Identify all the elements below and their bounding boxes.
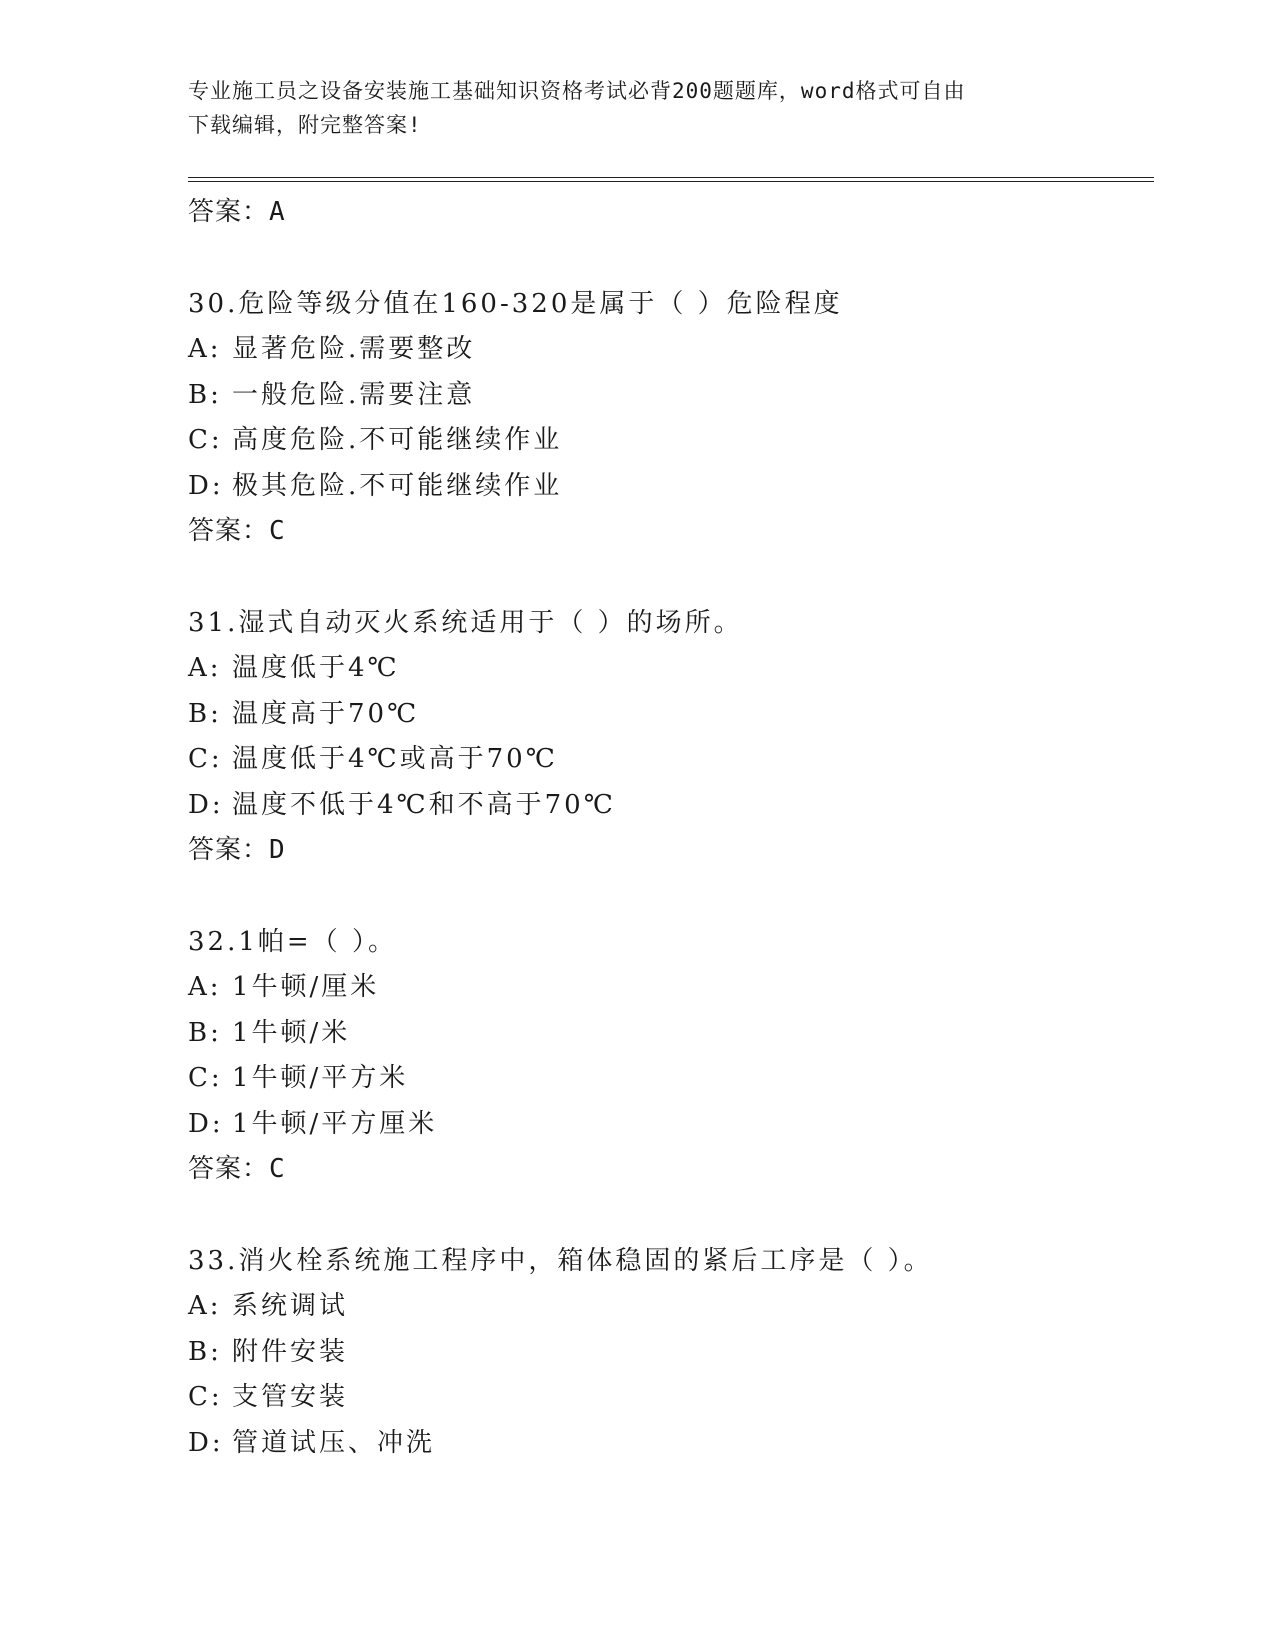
option-label: C:: [188, 744, 223, 774]
question-stem: 32.1帕=（ ）。: [188, 926, 397, 957]
option-text: 温度低于4℃: [232, 653, 400, 683]
question-stem: 33.消火栓系统施工程序中，箱体稳固的紧后工序是（ ）。: [188, 1245, 933, 1276]
option-label: A:: [188, 653, 222, 683]
option-label: B:: [188, 379, 222, 410]
option-label: B:: [188, 698, 222, 729]
option-text: 管道试压、冲洗: [232, 1427, 436, 1458]
option-d: [188, 1102, 1148, 1148]
spacer: [188, 555, 1148, 601]
header-line-1: 专业施工员之设备安装施工基础知识资格考试必背200题题库，word格式可自由: [188, 79, 966, 103]
header-divider-bottom: [188, 181, 1154, 182]
spacer: [188, 1193, 1148, 1239]
option-text: 系统调试: [232, 1291, 349, 1321]
option-label: D:: [188, 1427, 224, 1458]
header-line-2: 下载编辑，附完整答案!: [188, 113, 422, 137]
option-label: C:: [188, 425, 223, 455]
answer-line: 答案：C: [188, 516, 286, 546]
option-c: [188, 1056, 1148, 1102]
answer-line: 答案：A: [188, 197, 286, 227]
option-label: B:: [188, 1017, 222, 1048]
option-text: 附件安装: [232, 1336, 349, 1367]
option-label: A:: [188, 972, 222, 1002]
option-b: [188, 1330, 1148, 1376]
header-divider-top: [188, 177, 1154, 178]
option-label: D:: [188, 470, 224, 501]
document-header: [188, 74, 1088, 142]
option-a: [188, 965, 1148, 1011]
spacer: [188, 874, 1148, 920]
option-text: 温度低于4℃或高于70℃: [232, 744, 558, 774]
question-stem: 30.危险等级分值在160-320是属于（ ）危险程度: [188, 288, 843, 319]
option-label: B:: [188, 1336, 222, 1367]
option-label: D:: [188, 1108, 224, 1139]
option-text: 一般危险.需要注意: [232, 379, 476, 410]
option-b: [188, 692, 1148, 738]
answer-line: 答案：C: [188, 1154, 286, 1184]
option-d: [188, 1421, 1148, 1467]
option-text: 1牛顿/米: [232, 1017, 351, 1048]
question-32: [188, 920, 1148, 1193]
question-33: [188, 1239, 1148, 1467]
option-label: D:: [188, 789, 224, 820]
question-stem: 31.湿式自动灭火系统适用于（ ）的场所。: [188, 607, 743, 638]
option-d: [188, 783, 1148, 829]
option-label: A:: [188, 334, 222, 364]
question-30: [188, 282, 1148, 555]
answer-line: 答案：D: [188, 835, 286, 865]
option-a: [188, 327, 1148, 373]
option-a: [188, 1284, 1148, 1330]
question-31: [188, 601, 1148, 874]
option-d: [188, 464, 1148, 510]
option-text: 高度危险.不可能继续作业: [232, 425, 563, 455]
option-c: [188, 418, 1148, 464]
option-label: A:: [188, 1291, 222, 1321]
option-c: [188, 1375, 1148, 1421]
option-text: 温度不低于4℃和不高于70℃: [232, 789, 616, 820]
option-text: 1牛顿/平方厘米: [232, 1108, 438, 1139]
option-text: 支管安装: [232, 1382, 349, 1412]
option-text: 1牛顿/厘米: [232, 972, 380, 1002]
option-label: C:: [188, 1063, 223, 1093]
option-c: [188, 737, 1148, 783]
question-list: [188, 190, 1148, 1466]
option-text: 温度高于70℃: [232, 698, 420, 729]
option-b: [188, 1011, 1148, 1057]
option-text: 显著危险.需要整改: [232, 334, 476, 364]
option-b: [188, 373, 1148, 419]
option-text: 1牛顿/平方米: [232, 1063, 409, 1093]
spacer: [188, 236, 1148, 282]
option-text: 极其危险.不可能继续作业: [232, 470, 563, 501]
option-label: C:: [188, 1382, 223, 1412]
option-a: [188, 646, 1148, 692]
